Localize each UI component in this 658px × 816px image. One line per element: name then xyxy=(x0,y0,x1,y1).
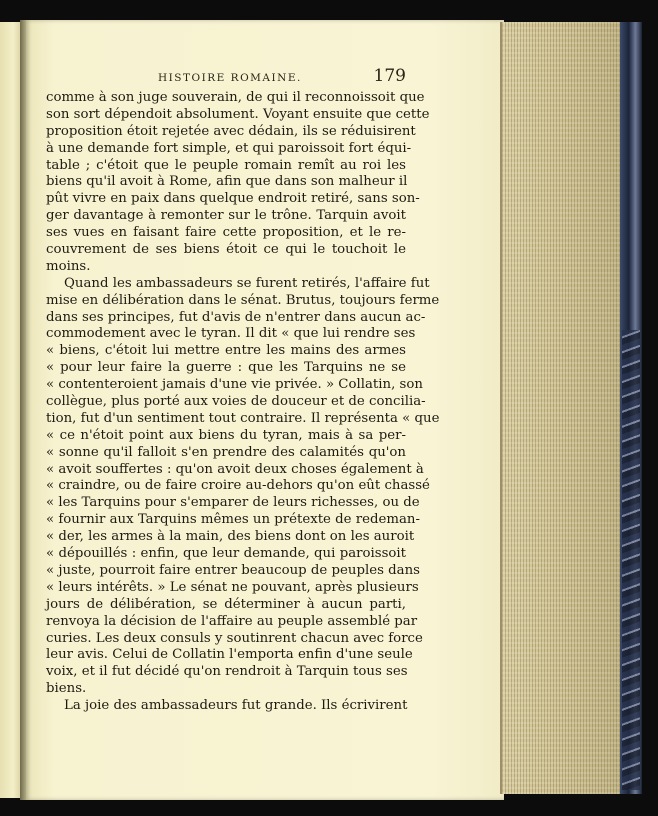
text-line: collègue, plus porté aux voies de douceur et de concilia- xyxy=(46,394,426,410)
text-line: « pour leur faire la guerre : que les Tarquins ne se xyxy=(46,360,406,376)
text-line: « dépouillés : enfin, que leur demande, qui paroissoit xyxy=(46,546,406,562)
text-line: « biens, c'étoit lui mettre entre les mains des armes xyxy=(46,343,406,359)
text-line: biens qu'il avoit à Rome, afin que dans son malheur il xyxy=(46,174,408,190)
text-line: La joie des ambassadeurs fut grande. Ils écrivirent xyxy=(64,698,408,714)
text-line: « sonne qu'il falloit s'en prendre des calamités qu'on xyxy=(46,444,406,460)
running-title: HISTOIRE ROMAINE. xyxy=(158,72,302,84)
text-line: tion, fut d'un sentiment tout contraire. Il représenta « que xyxy=(46,410,440,426)
text-line: « fournir aux Tarquins mêmes un prétexte de redeman- xyxy=(46,512,420,528)
text-line: moins. xyxy=(46,258,91,274)
text-line: commodement avec le tyran. Il dit « que lui rendre ses xyxy=(46,326,416,342)
page-edges xyxy=(500,22,624,794)
text-line: biens. xyxy=(46,681,87,697)
text-line: leur avis. Celui de Collatin l'emporta enfin d'une seule xyxy=(46,647,413,663)
text-line: à une demande fort simple, et qui paroissoit fort équi- xyxy=(46,140,412,156)
text-line: « juste, pourroit faire entrer beaucoup de peuples dans xyxy=(46,562,420,578)
text-line: « der, les armes à la main, des biens dont on les auroit xyxy=(46,529,415,545)
text-line: table ; c'étoit que le peuple romain remît au roi les xyxy=(46,157,406,173)
text-line: « leurs intérêts. » Le sénat ne pouvant, après plusieurs xyxy=(46,579,419,595)
text-line: ses vues en faisant faire cette proposition, et le re- xyxy=(46,225,406,241)
text-line: « les Tarquins pour s'emparer de leurs richesses, ou de xyxy=(46,495,420,511)
text-line: « ce n'étoit point aux biens du tyran, mais à sa per- xyxy=(46,427,406,443)
text-line: son sort dépendoit absolument. Voyant ensuite que cette xyxy=(46,106,430,122)
text-line: ger davantage à remonter sur le trône. Tarquin avoit xyxy=(46,208,406,224)
text-line: « craindre, ou de faire croire au-dehors qu'on eût chassé xyxy=(46,478,430,494)
text-line: comme à son juge souverain, de qui il reconnoissoit que xyxy=(46,90,425,105)
page-header xyxy=(46,66,406,88)
text-line: voix, et il fut décidé qu'on rendroit à Tarquin tous ses xyxy=(46,664,408,680)
text-line: pût vivre en paix dans quelque endroit retiré, sans son- xyxy=(46,191,420,207)
text-line: « avoit souffertes : qu'on avoit deux choses également à xyxy=(46,461,424,477)
text-line: « contenteroient jamais d'une vie privée. » Collatin, son xyxy=(46,377,423,393)
text-line: Quand les ambassadeurs se furent retirés, l'affaire fut xyxy=(64,275,430,291)
marbled-cover-pattern xyxy=(622,330,640,790)
text-line: curies. Les deux consuls y soutinrent chacun avec force xyxy=(46,630,423,646)
text-line: couvrement de ses biens étoit ce qui le touchoit le xyxy=(46,242,406,258)
text-line: dans ses principes, fut d'avis de n'entrer dans aucun ac- xyxy=(46,309,426,325)
page-number: 179 xyxy=(373,66,406,86)
facing-page-edge xyxy=(0,22,22,798)
text-line: renvoya la décision de l'affaire au peuple assemblé par xyxy=(46,613,418,629)
text-line: jours de délibération, se déterminer à aucun parti, xyxy=(46,596,406,612)
body-text xyxy=(46,90,440,715)
text-line: proposition étoit rejetée avec dédain, ils se réduisirent xyxy=(46,123,416,139)
text-line: mise en délibération dans le sénat. Brutus, toujours ferme xyxy=(46,292,440,308)
